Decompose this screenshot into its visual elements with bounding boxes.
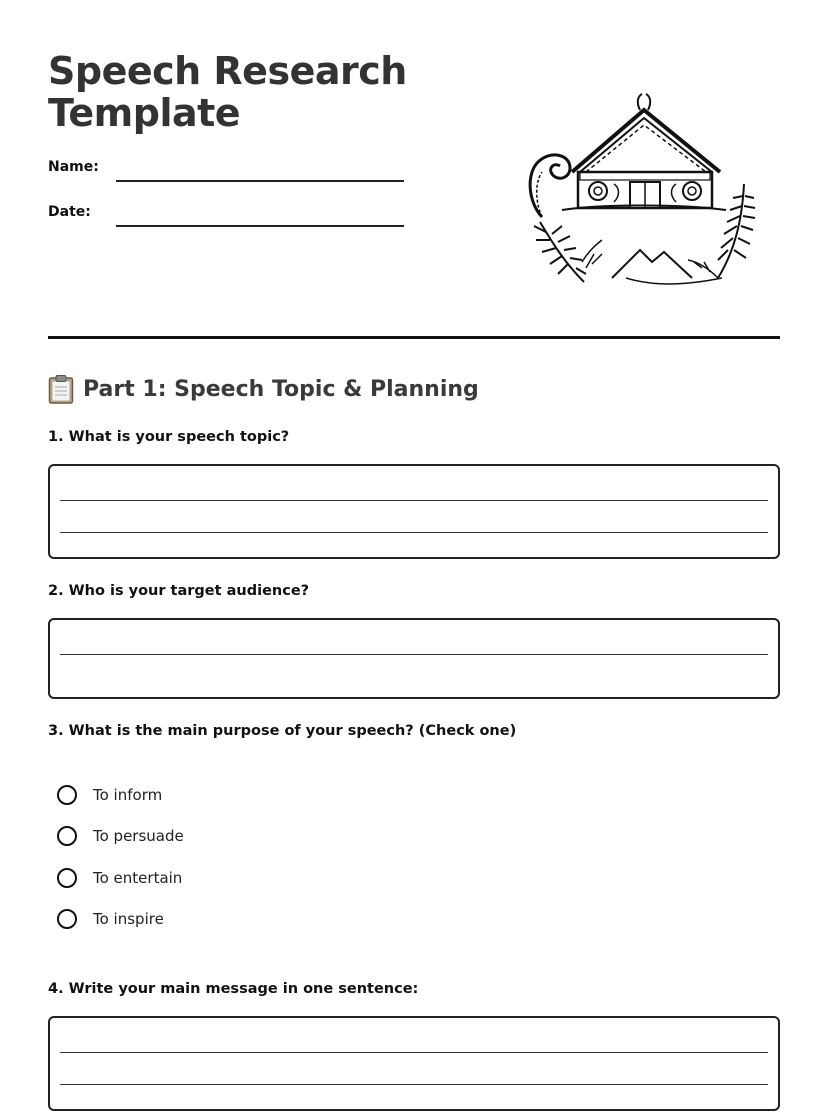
- radio-button[interactable]: [57, 868, 77, 888]
- question-1: 1. What is your speech topic?: [48, 429, 290, 445]
- question-2: 2. Who is your target audience?: [48, 583, 310, 599]
- option-label: To inform: [93, 786, 163, 804]
- answer-line: [60, 654, 768, 655]
- answer-line: [60, 1052, 768, 1053]
- speech-topic-answer-box[interactable]: [48, 464, 780, 559]
- page-title: [48, 50, 407, 134]
- purpose-option-inform[interactable]: [57, 785, 162, 805]
- radio-button[interactable]: [57, 826, 77, 846]
- option-label: To inspire: [93, 910, 164, 928]
- part-1-heading-text: Part 1: Speech Topic & Planning: [83, 376, 479, 402]
- name-field[interactable]: [116, 180, 404, 182]
- answer-line: [60, 500, 768, 501]
- name-label: Name:: [48, 159, 99, 175]
- purpose-option-entertain[interactable]: [57, 868, 182, 888]
- purpose-option-inspire[interactable]: [57, 909, 164, 929]
- page-title-line-2: Template: [48, 91, 241, 135]
- radio-button[interactable]: [57, 909, 77, 929]
- purpose-option-persuade[interactable]: [57, 826, 184, 846]
- answer-line: [60, 532, 768, 533]
- question-3: 3. What is the main purpose of your speech? (Check one): [48, 723, 517, 739]
- question-4: 4. Write your main message in one sentence:: [48, 981, 419, 997]
- wharenui-illustration-icon: [522, 92, 762, 292]
- date-label: Date:: [48, 204, 91, 220]
- date-field[interactable]: [116, 225, 404, 227]
- option-label: To persuade: [93, 827, 184, 845]
- section-divider: [48, 336, 780, 339]
- clipboard-icon: [48, 374, 74, 404]
- page-title-line-1: Speech Research: [48, 49, 407, 93]
- radio-button[interactable]: [57, 785, 77, 805]
- target-audience-answer-box[interactable]: [48, 618, 780, 699]
- part-1-heading: [48, 374, 479, 404]
- option-label: To entertain: [93, 869, 183, 887]
- answer-line: [60, 1084, 768, 1085]
- main-message-answer-box[interactable]: [48, 1016, 780, 1111]
